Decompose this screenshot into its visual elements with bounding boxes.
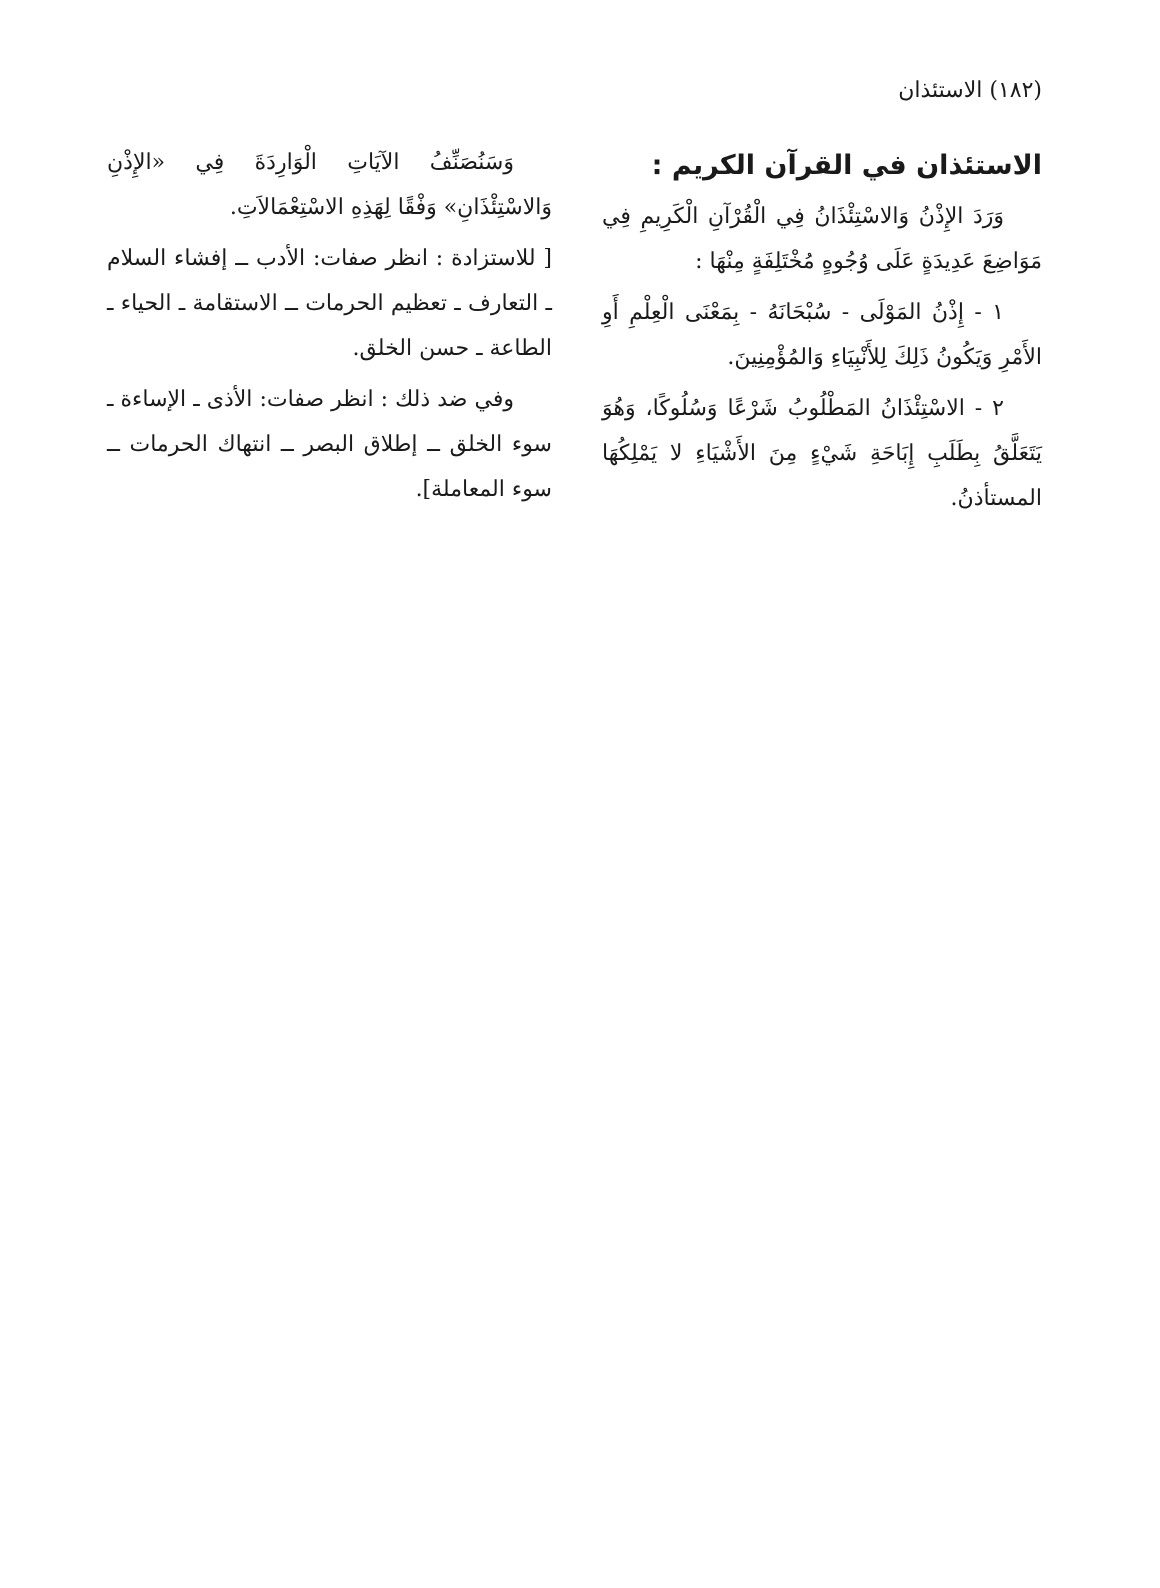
left-column bbox=[107, 140, 552, 512]
intro-paragraph: وَرَدَ الإِذْنُ وَالاسْتِئْذَانُ فِي الْقُرْآنِ الْكَرِيمِ فِي مَوَاضِعَ عَدِيدَةٍ عَلَى وُجُوهٍ مُخْتَلِفَةٍ مِنْهَا : bbox=[602, 204, 1042, 274]
right-column bbox=[602, 140, 1042, 521]
see-also-note: [ للاستزادة : انظر صفات: الأدب ــ إفشاء السلام ـ التعارف ـ تعظيم الحرمات ــ الاستقامة ـ الحياء ـ الطاعة ـ حسن الخلق. bbox=[107, 246, 552, 361]
running-header: (١٨٢) الاستئذان bbox=[898, 78, 1042, 103]
list-item-1: ١ - إِذْنُ المَوْلَى - سُبْحَانَهُ - بِمَعْنَى الْعِلْمِ أَوِ الأَمْرِ وَيَكُونُ ذَلِكَ لِلأَنْبِيَاءِ وَالمُؤْمِنِينَ. bbox=[602, 300, 1042, 370]
list-item-2: ٢ - الاسْتِئْذَانُ المَطْلُوبُ شَرْعًا وَسُلُوكًا، وَهُوَ يَتَعَلَّقُ بِطَلَبِ إِبَاحَةِ شَيْءٍ مِنَ الأَشْيَاءِ لا يَمْلِكُهَا المستأذنُ. bbox=[602, 396, 1042, 511]
classification-paragraph: وَسَنُصَنِّفُ الآيَاتِ الْوَارِدَةَ فِي «الإِذْنِ وَالاسْتِئْذَانِ» وَفْقًا لِهَذِهِ الاسْتِعْمَالاَتِ. bbox=[107, 150, 552, 220]
section-heading: الاستئذان في القرآن الكريم : bbox=[651, 150, 1042, 181]
opposite-note: وفي ضد ذلك : انظر صفات: الأذى ـ الإساءة ـ سوء الخلق ــ إطلاق البصر ــ انتهاك الحرمات ــ سوء المعاملة]. bbox=[107, 387, 552, 502]
